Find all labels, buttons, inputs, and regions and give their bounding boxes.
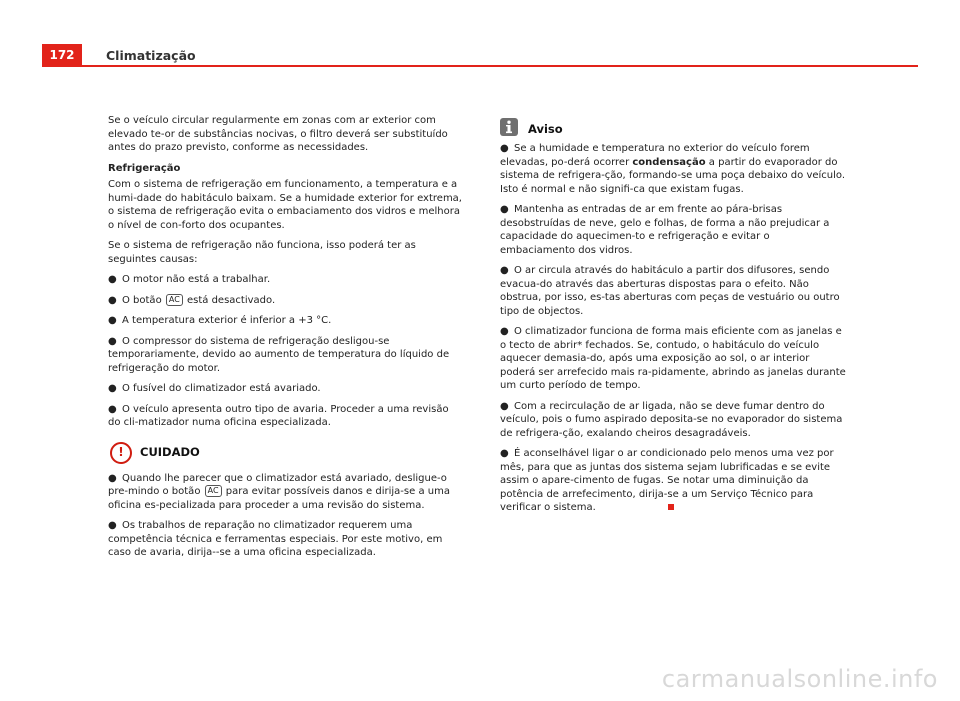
note-item — [500, 203, 846, 257]
bullet-icon: ● — [500, 326, 509, 337]
bullet-icon: ● — [108, 294, 117, 306]
bullet-icon: ● — [108, 335, 117, 347]
cause-item — [108, 382, 464, 396]
cause-text: O compressor do sistema de refrigeração desligou-se temporariamente, devido ao aumento de temperatura do líquido de refrigeração do motor. — [108, 335, 450, 374]
right-column — [500, 118, 846, 522]
bullet-icon: ● — [108, 315, 117, 326]
note-text: Com a recirculação de ar ligada, não se deve fumar dentro do veículo, pois o fumo aspirado deposita-se no evaporador do sistema de refrigera-ção, exalando cheiros desagradáveis. — [500, 400, 843, 439]
bullet-icon: ● — [108, 472, 117, 484]
cause-text: O fusível do climatizador está avariado. — [122, 383, 321, 394]
bullet-icon: ● — [108, 403, 117, 415]
ac-key-icon: AC — [205, 485, 222, 497]
causes-intro: Se o sistema de refrigeração não funciona, isso poderá ter as seguintes causas: — [108, 240, 416, 265]
note-header — [500, 118, 846, 136]
note-text: Mantenha as entradas de ar em frente ao pára-brisas desobstruídas de neve, gelo e folhas, de forma a não prejudicar a capacidade do aquecimen-to e refrigeração e evitar o embaciamento dos vidros. — [500, 204, 830, 256]
watermark: carmanualsonline.info — [661, 665, 938, 693]
bullet-icon: ● — [108, 274, 117, 285]
note-text: O ar circula através do habitáculo a partir dos difusores, sendo evacua-do através das aberturas dispostas para o efeito. Não obstrua, por isso, es-tas aberturas com peças de vestuário ou outro tipo de objectos. — [500, 265, 840, 317]
note-text: Se a humidade e temperatura no exterior do veículo forem elevadas, po-derá ocorrer — [500, 143, 810, 168]
caution-item — [108, 519, 464, 560]
cause-text: O botão — [122, 294, 162, 306]
note-item — [500, 400, 846, 441]
ac-key-icon: AC — [166, 294, 183, 306]
bullet-icon: ● — [500, 265, 509, 276]
bullet-icon: ● — [500, 448, 509, 459]
cause-item — [108, 335, 464, 376]
cause-item — [108, 273, 464, 287]
note-text: O climatizador funciona de forma mais eficiente com as janelas e o tecto de abrir* fechados. Se, contudo, o habitáculo do veículo aquecer demasia-do, após uma exposição ao sol, o ar interior poderá ser arrefecido mais ra-pidamente, abrindo as janelas durante um curto período de tempo. — [500, 326, 846, 391]
cause-text: O veículo apresenta outro tipo de avaria. Proceder a uma revisão do cli-matizador numa oficina especializada. — [108, 403, 449, 428]
left-column — [108, 114, 464, 567]
note-label: Aviso — [528, 121, 563, 136]
page-title: Climatização — [106, 48, 196, 63]
cause-item — [108, 294, 464, 308]
cause-item — [108, 403, 464, 430]
caution-header — [108, 442, 464, 464]
caution-text: Quando lhe parecer que o climatizador está avariado, desligue-o pre-mindo o botão — [108, 472, 447, 497]
note-text: É aconselhável ligar o ar condicionado pelo menos uma vez por mês, para que as juntas dos sistema sejam lubrificadas e se evite assim o apare-cimento de fugas. Se notar uma diminuição da potência de arrefecimento, dirija-se a um Serviço Técnico para verificar o sistema. — [500, 448, 834, 513]
cause-text: A temperatura exterior é inferior a +3 °C. — [122, 315, 332, 326]
header-divider — [42, 65, 918, 67]
note-item — [500, 142, 846, 196]
note-item — [500, 325, 846, 393]
intro-paragraph: Se o veículo circular regularmente em zonas com ar exterior com elevado te-or de substâncias nocivas, o filtro deverá ser substituído antes do prazo previsto, conforme as necessidades. — [108, 115, 448, 153]
note-item — [500, 264, 846, 318]
caution-text: para evitar possíveis danos e dirija-se a uma oficina es-pecializada para proceder a uma revisão do sistema. — [108, 486, 450, 511]
bullet-icon: ● — [500, 400, 509, 412]
note-text: a partir do evaporador do sistema de refrigera-ção, formando-se uma poça debaixo do veículo. Isto é normal e não signifi-ca que existam fugas. — [500, 156, 846, 195]
bullet-icon: ● — [108, 383, 117, 394]
cause-item — [108, 314, 464, 328]
caution-item — [108, 472, 464, 513]
section-end-mark — [668, 504, 674, 510]
cause-text: está desactivado. — [186, 294, 276, 306]
bullet-icon: ● — [108, 520, 117, 531]
caution-text: Os trabalhos de reparação no climatizador requerem uma competência técnica e ferramentas especiais. Por este motivo, em caso de avaria, dirija--se a uma oficina especializada. — [108, 520, 443, 558]
bullet-icon: ● — [500, 204, 509, 215]
note-bold-term: condensação — [632, 156, 706, 168]
page-number: 172 — [42, 44, 82, 66]
refrigeration-paragraph: Com o sistema de refrigeração em funcionamento, a temperatura e a humi-dade do habitáculo baixam. Se a humidade exterior for extrema, o sistema de refrigeração evita o embaciamento dos vidros e melhora o nível de con-forto dos ocupantes. — [108, 179, 462, 231]
caution-icon: ! — [110, 442, 132, 464]
cause-text: O motor não está a trabalhar. — [122, 274, 271, 285]
caution-label: CUIDADO — [140, 444, 200, 459]
section-subhead: Refrigeração — [108, 162, 181, 174]
note-item — [500, 447, 846, 515]
info-icon — [500, 118, 518, 136]
bullet-icon: ● — [500, 143, 509, 154]
